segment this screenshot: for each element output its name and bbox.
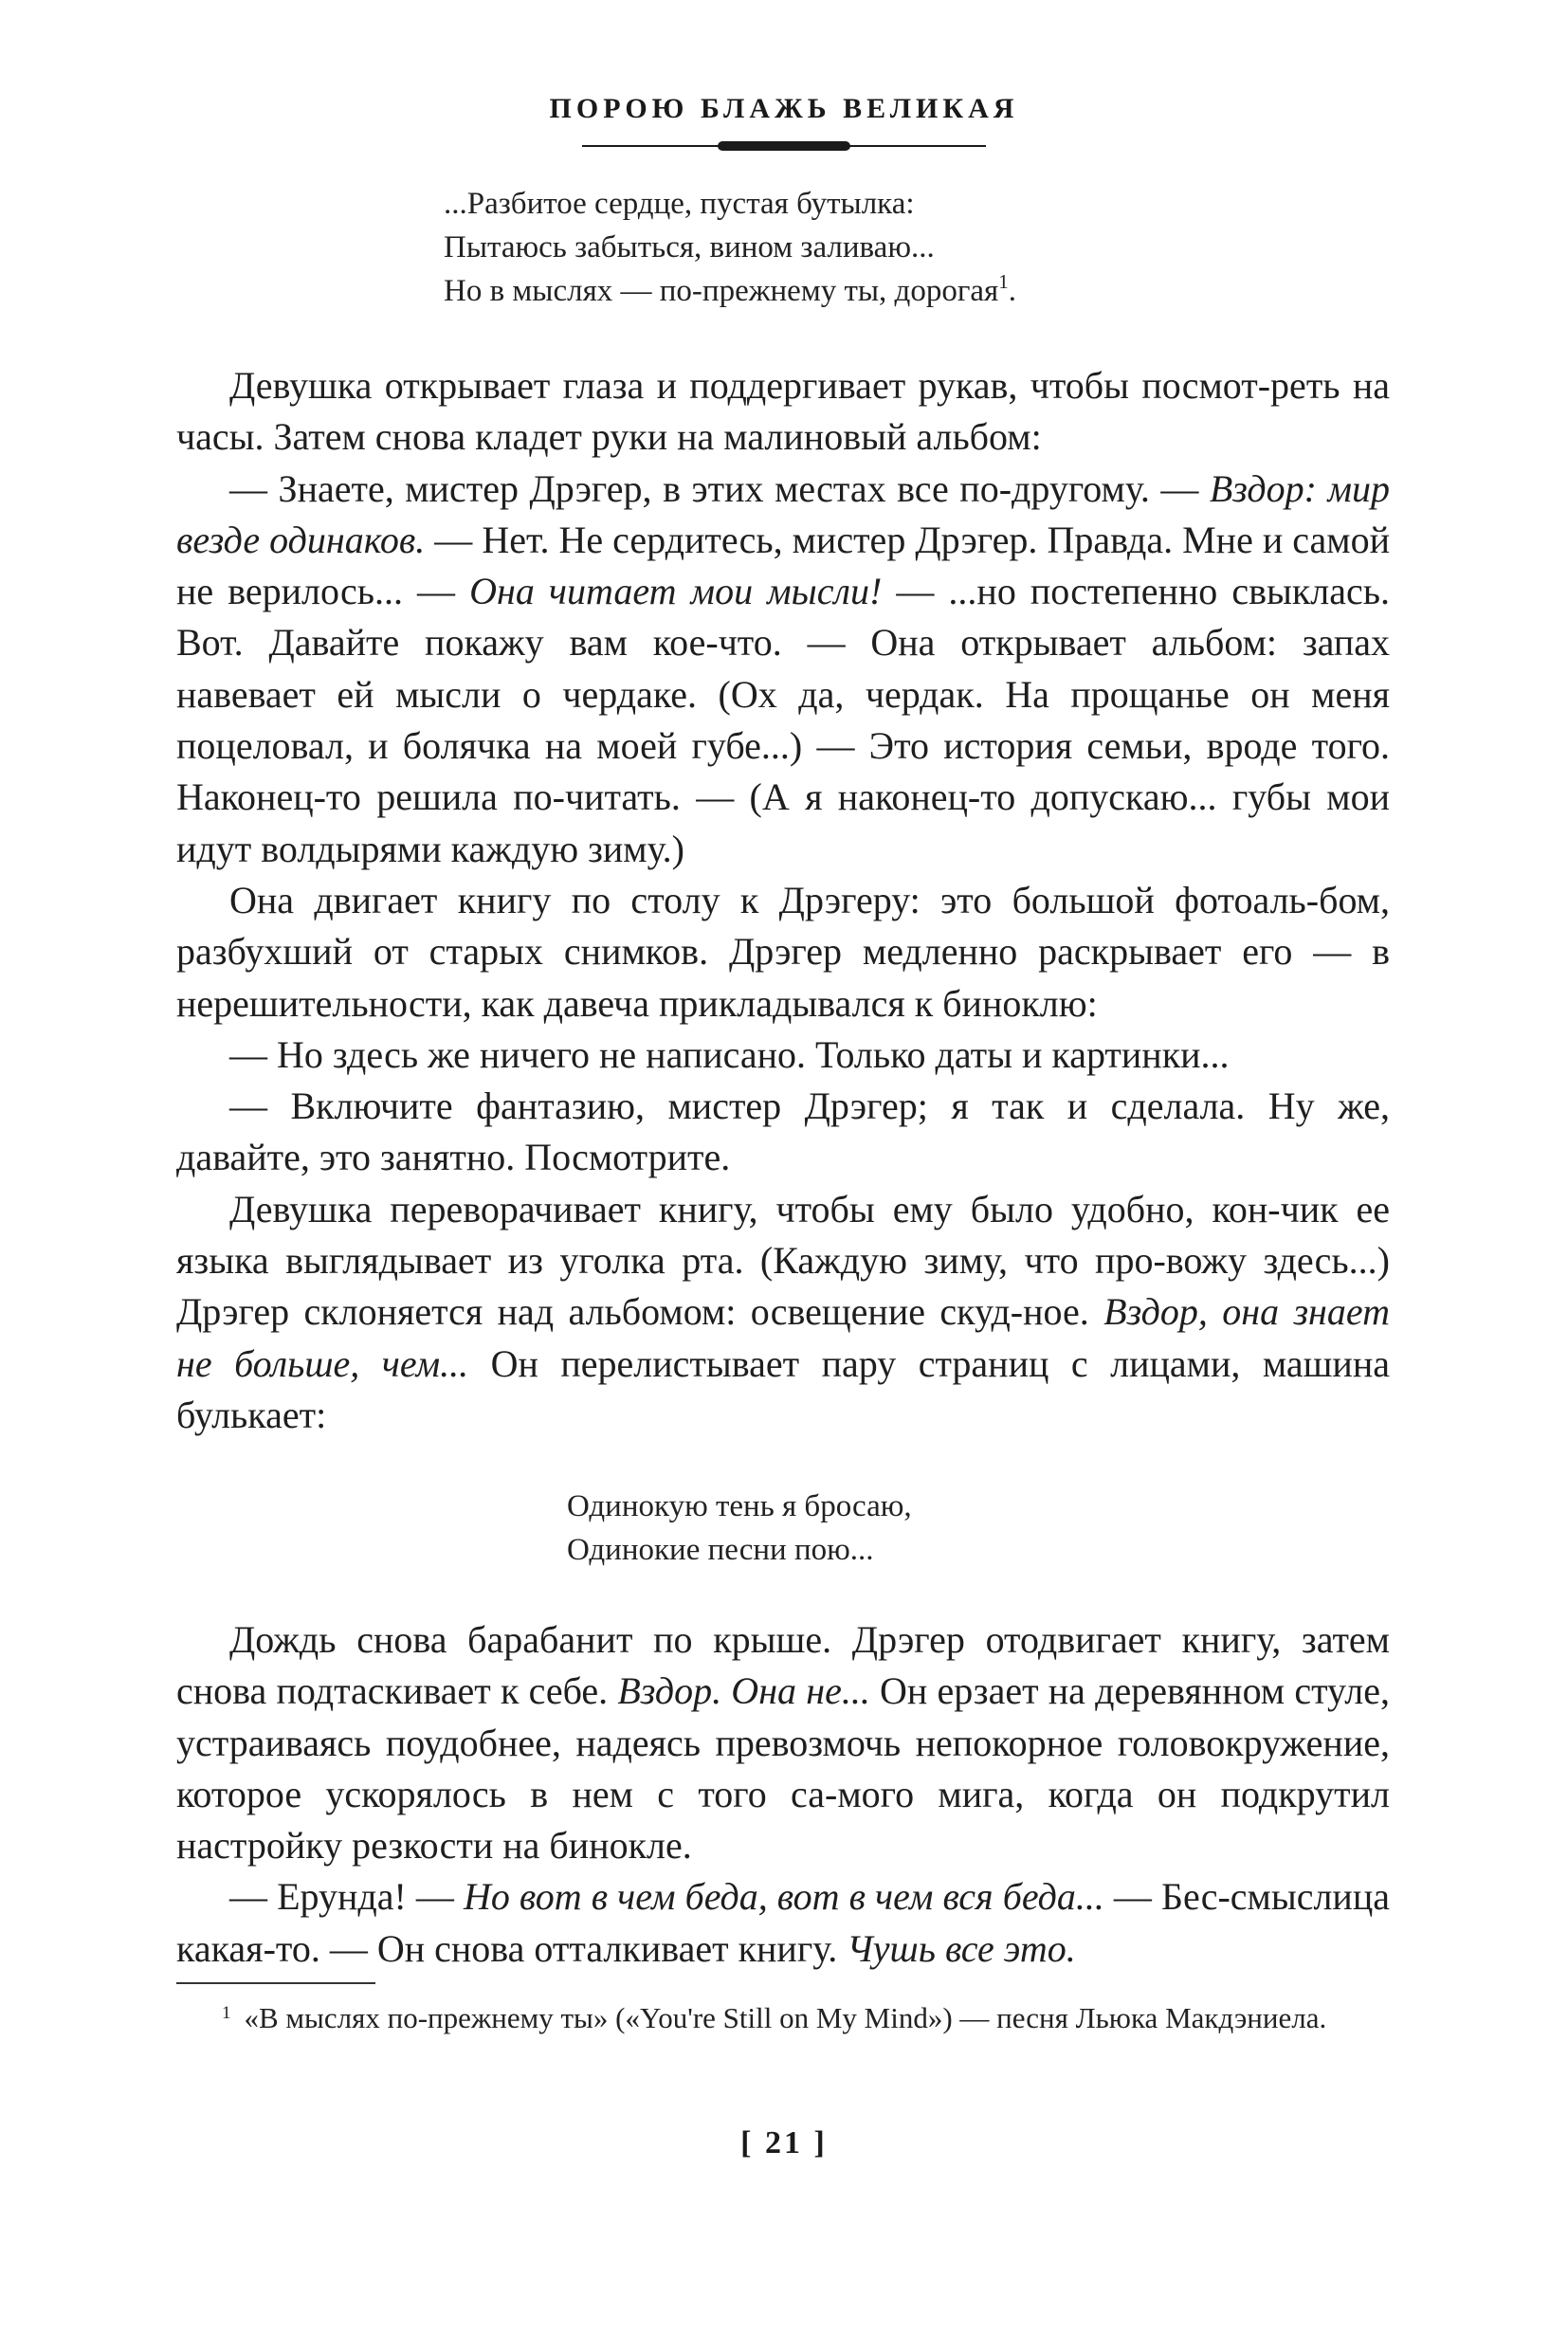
- verse-line-text: Но в мыслях — по-прежнему ты, дорогая: [444, 274, 999, 308]
- footnote: [176, 1996, 1390, 2039]
- paragraph: [176, 875, 1390, 1030]
- footnote-separator: [176, 1982, 375, 1984]
- head-ornament-rule: [582, 140, 986, 152]
- paragraph-text: — Знаете, мистер Дрэгер, в этих местах все по-другому. —: [229, 466, 1199, 510]
- paragraph: [176, 360, 1390, 464]
- verse-line: [444, 269, 1016, 313]
- footnote-text: «В мыслях по-прежнему ты» («You're Still on My Mind») — песня Льюка Макдэниела.: [244, 2001, 1327, 2034]
- body-text-block-1: [176, 360, 1390, 1441]
- verse-line: Одинокие песни пою...: [567, 1533, 874, 1567]
- footnote-paragraph: [176, 1996, 1390, 2039]
- paragraph-text: Девушка переворачивает книгу, чтобы ему было удобно, кон-чик ее языка выглядывает из уголка рта. (Каждую зиму, что про-вожу здесь...) Дрэгер склоняется над альбомом: освещение скуд-ное.: [176, 1187, 1390, 1334]
- verse-line: ...Разбитое сердце, пустая бутылка:: [444, 187, 915, 221]
- verse-line: Пытаюсь забыться, вином заливаю...: [444, 230, 935, 264]
- verse-quote-2: [567, 1485, 912, 1572]
- italic-thought: Вздор: мир везде одинаков.: [176, 466, 1390, 561]
- paragraph-text: Она двигает книгу по столу к Дрэгеру: это большой фотоаль-бом, разбухший от старых снимков. Дрэгер медленно раскрывает его — в нерешительности, как давеча прикладывался к биноклю:: [176, 878, 1390, 1025]
- paragraph-text: — Нет. Не сердитесь, мистер Дрэгер. Правда. Мне и самой не верилось... —: [176, 518, 1391, 613]
- paragraph-text: Дождь снова барабанит по крыше. Дрэгер отодвигает книгу, затем снова подтаскивает к себе.: [176, 1618, 1390, 1713]
- paragraph: [176, 1871, 1390, 1975]
- paragraph-text: — Но здесь же ничего не написано. Только даты и картинки...: [229, 1032, 1230, 1076]
- paragraph: [176, 1614, 1390, 1871]
- verse-line: Одинокую тень я бросаю,: [567, 1489, 912, 1523]
- paragraph: [176, 1184, 1390, 1441]
- footnote-marker: 1: [998, 270, 1009, 293]
- paragraph-text: Он перелистывает пару страниц с лицами, машина булькает:: [176, 1341, 1390, 1436]
- paragraph-text: — Ерунда! —: [229, 1875, 454, 1919]
- paragraph-text: Он ерзает на деревянном стуле, устраиваясь поудобнее, надеясь превозмочь непокорное головокружение, которое ускорялось в нем с того са-мого мига, когда он подкрутил настройку резкости на бинокле.: [176, 1669, 1390, 1868]
- footnote-number: 1: [222, 2003, 231, 2023]
- paragraph: [176, 464, 1390, 875]
- italic-thought: Вздор. Она не...: [608, 1669, 870, 1713]
- body-text-block-2: [176, 1614, 1390, 1975]
- ornament-thick-bar: [718, 141, 850, 151]
- paragraph-text: — Бес-смыслица какая-то. — Он снова отталкивает книгу.: [176, 1875, 1390, 1970]
- page-number: [ 21 ]: [740, 2125, 828, 2160]
- verse-epigraph-1: [444, 182, 1016, 313]
- paragraph-text: — ...но постепенно свыклась. Вот. Давайте покажу вам кое-что. — Она открывает альбом: запах навевает ей мысли о чердаке. (Ох да, чердак. На прощанье он меня поцеловал, и болячка на моей губе...) — Это история семьи, вроде того. Наконец-то решила по-читать. — (А я наконец-то допускаю... губы мои идут волдырями каждую зиму.): [176, 570, 1390, 870]
- running-head: ПОРОЮ БЛАЖЬ ВЕЛИКАЯ: [549, 93, 1019, 124]
- paragraph-text: Девушка открывает глаза и поддергивает рукав, чтобы посмот-реть на часы. Затем снова кладет руки на малиновый альбом:: [176, 364, 1390, 459]
- italic-thought: Но вот в чем беда, вот в чем вся беда...: [453, 1875, 1104, 1919]
- paragraph: [176, 1030, 1390, 1081]
- italic-thought: Она читает мои мысли!: [455, 570, 883, 613]
- paragraph: [176, 1081, 1390, 1184]
- paragraph-text: — Включите фантазию, мистер Дрэгер; я так и сделала. Ну же, давайте, это занятно. Посмотрите.: [176, 1084, 1390, 1179]
- italic-thought: Вздор, она знает не больше, чем...: [176, 1290, 1390, 1385]
- italic-thought: Чушь все это.: [837, 1926, 1076, 1970]
- verse-line-end: .: [1008, 274, 1016, 308]
